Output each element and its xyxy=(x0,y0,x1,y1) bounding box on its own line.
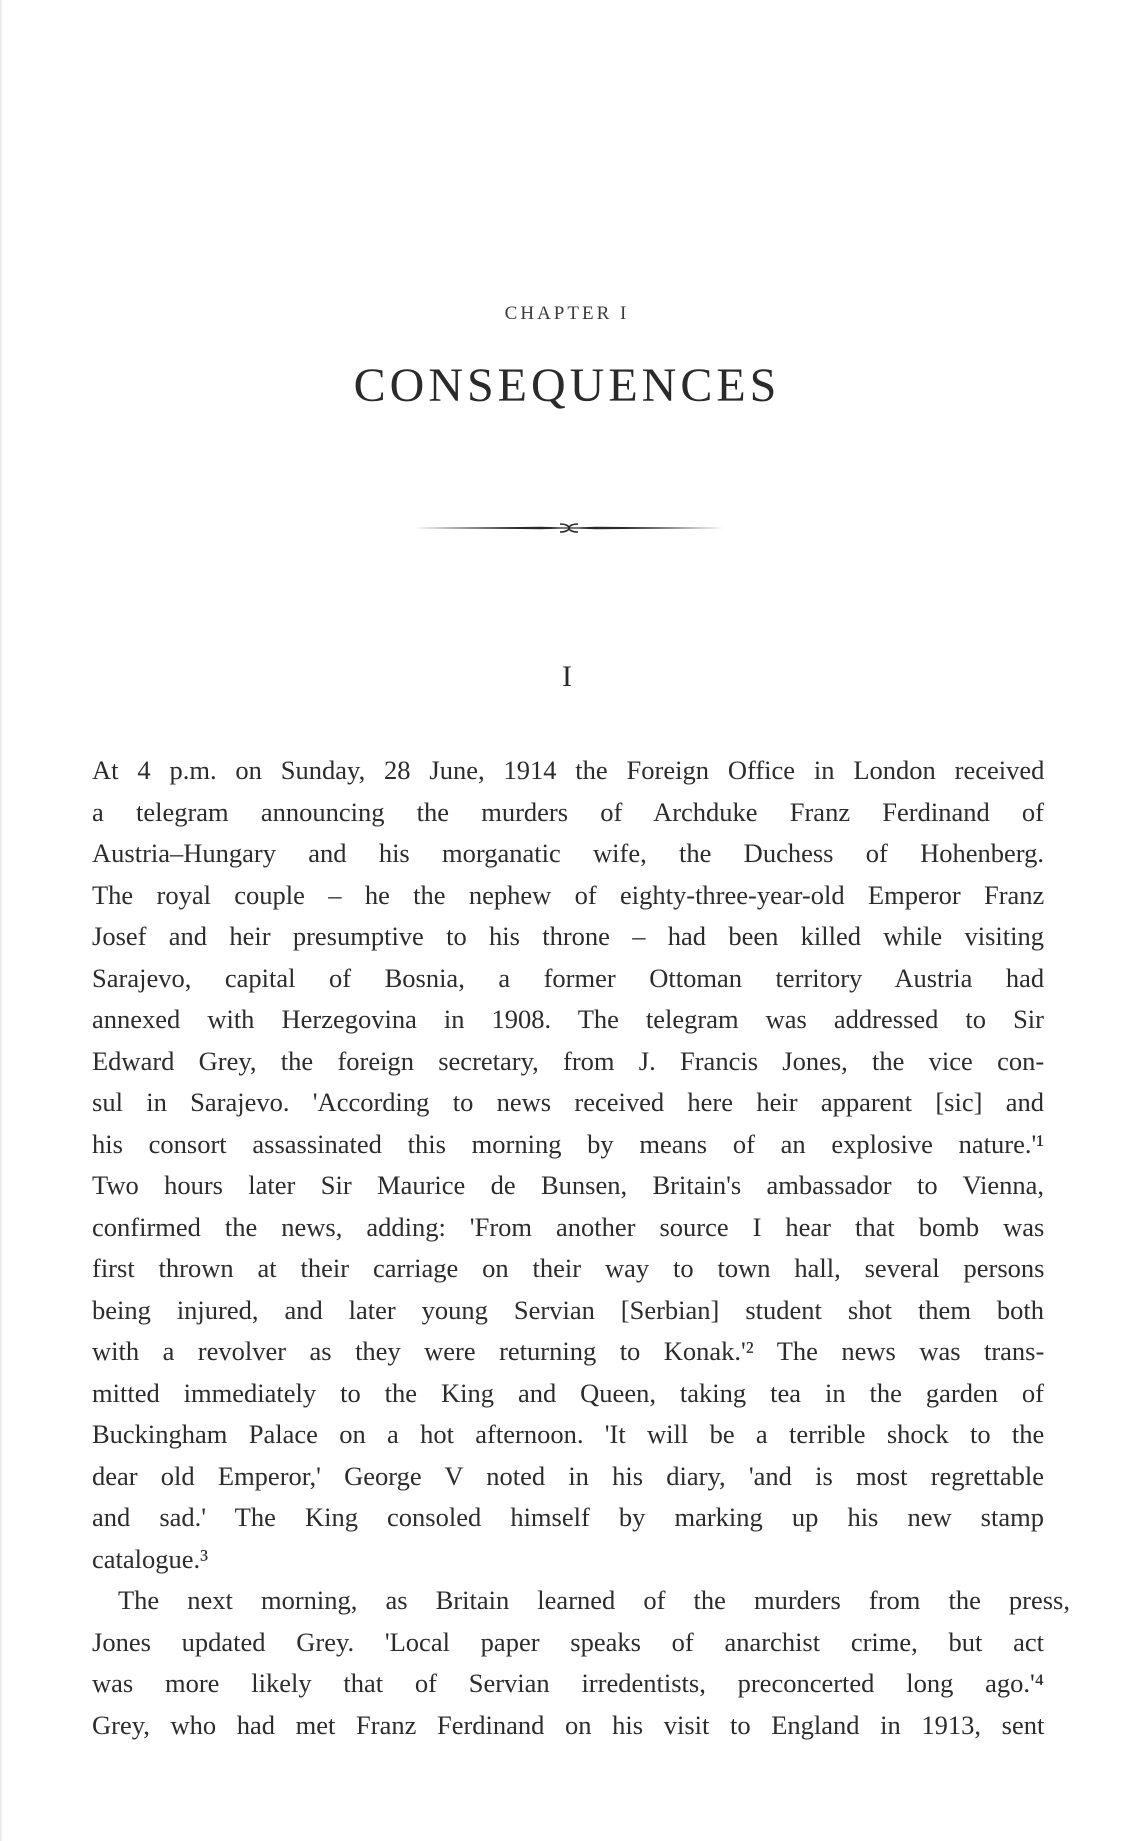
text-line: mitted immediately to the King and Queen, taking tea in the garden of xyxy=(92,1377,1044,1408)
text-line: At 4 p.m. on Sunday, 28 June, 1914 the Foreign Office in London received xyxy=(92,755,1045,785)
paragraph xyxy=(92,1580,1070,1746)
decorative-rule-icon xyxy=(414,516,724,540)
text-line: his consort assassinated this morning by means of an explosive nature.'¹ xyxy=(92,1128,1045,1159)
text-line: The next morning, as Britain learned of the murders from the press, xyxy=(118,1585,1070,1615)
text-line: confirmed the news, adding: 'From another source I hear that bomb was xyxy=(92,1211,1045,1242)
text-line: was more likely that of Servian irredentists, preconcerted long ago.'⁴ xyxy=(92,1668,1044,1698)
body-text xyxy=(92,750,1070,1746)
text-line: dear old Emperor,' George V noted in his diary, 'and is most regrettable xyxy=(92,1460,1044,1491)
paragraph xyxy=(92,750,1044,1580)
text-line: Josef and heir presumptive to his throne – had been killed while visiting xyxy=(92,921,1044,951)
text-line: sul in Sarajevo. 'According to news received here heir apparent [sic] and xyxy=(92,1087,1044,1117)
text-line: Grey, who had met Franz Ferdinand on his visit to England in 1913, sent xyxy=(92,1709,1045,1740)
text-line: first thrown at their carriage on their way to town hall, several persons xyxy=(92,1253,1045,1283)
text-line: Two hours later Sir Maurice de Bunsen, Britain's ambassador to Vienna, xyxy=(92,1170,1044,1200)
text-line: with a revolver as they were returning to Konak.'² The news was trans- xyxy=(92,1336,1045,1366)
text-line: catalogue.³ xyxy=(92,1543,209,1574)
section-numeral: I xyxy=(562,660,572,693)
text-line: Austria–Hungary and his morganatic wife, the Duchess of Hohenberg. xyxy=(92,838,1044,868)
text-line: and sad.' The King consoled himself by marking up his new stamp xyxy=(92,1502,1044,1532)
text-line: Buckingham Palace on a hot afternoon. 'It will be a terrible shock to the xyxy=(92,1419,1045,1449)
page-edge xyxy=(0,0,3,1841)
text-line: Jones updated Grey. 'Local paper speaks of anarchist crime, but act xyxy=(92,1626,1044,1657)
text-line: annexed with Herzegovina in 1908. The telegram was addressed to Sir xyxy=(92,1004,1044,1034)
chapter-label: CHAPTER I xyxy=(504,303,630,324)
text-line: being injured, and later young Servian [Serbian] student shot them both xyxy=(92,1294,1044,1325)
text-line: Edward Grey, the foreign secretary, from J. Francis Jones, the vice con- xyxy=(92,1045,1045,1076)
text-line: The royal couple – he the nephew of eighty-three-year-old Emperor Franz xyxy=(92,879,1045,910)
text-line: a telegram announcing the murders of Archduke Franz Ferdinand of xyxy=(92,796,1044,827)
chapter-title: CONSEQUENCES xyxy=(353,359,781,412)
text-line: Sarajevo, capital of Bosnia, a former Ottoman territory Austria had xyxy=(92,962,1045,993)
